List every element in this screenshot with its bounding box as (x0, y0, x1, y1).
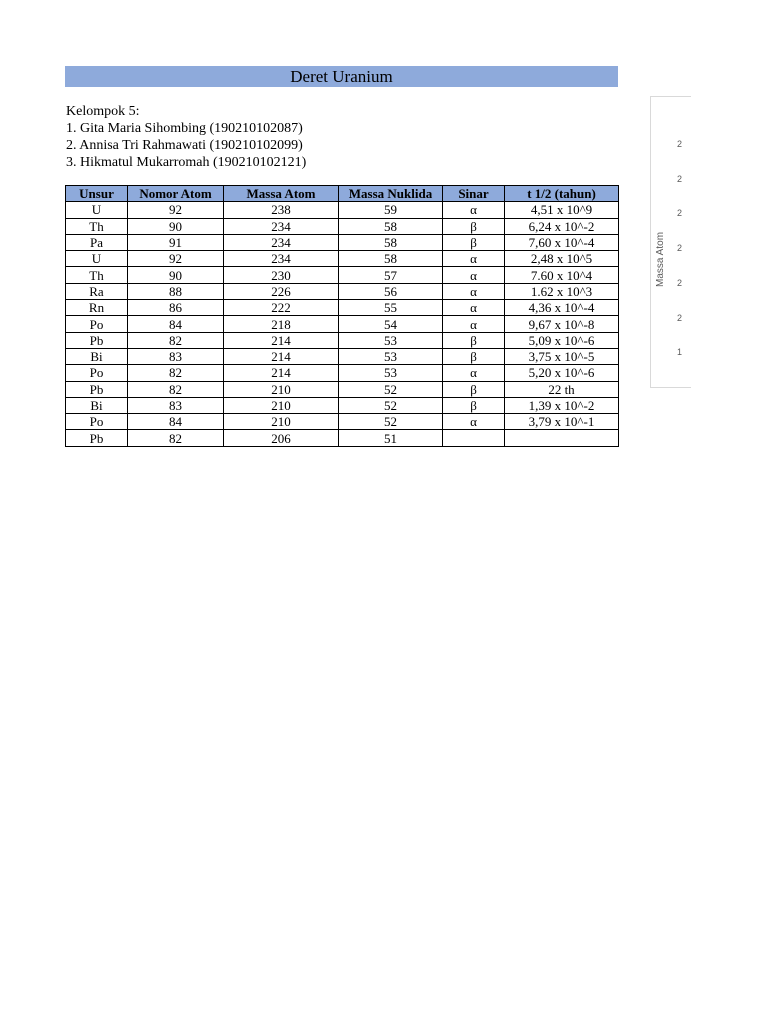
table-cell: β (443, 348, 505, 364)
table-cell: Pb (66, 381, 128, 397)
table-cell: 214 (224, 365, 339, 381)
table-cell: α (443, 283, 505, 299)
table-cell: 53 (339, 365, 443, 381)
table-cell: 210 (224, 414, 339, 430)
table-cell: Th (66, 218, 128, 234)
table-cell: 3,75 x 10^-5 (505, 348, 619, 364)
table-cell: U (66, 202, 128, 218)
page-title: Deret Uranium (65, 66, 618, 87)
table-cell: α (443, 202, 505, 218)
table-cell: Rn (66, 300, 128, 316)
table-cell: Pa (66, 234, 128, 250)
table-cell: Bi (66, 397, 128, 413)
table-cell: 52 (339, 381, 443, 397)
table-cell: 9,67 x 10^-8 (505, 316, 619, 332)
table-row (66, 397, 619, 413)
table-cell: 82 (128, 332, 224, 348)
table-row (66, 381, 619, 397)
table-cell: 52 (339, 397, 443, 413)
table-row (66, 218, 619, 234)
table-cell: 22 th (505, 381, 619, 397)
table-row (66, 267, 619, 283)
table-cell: 53 (339, 332, 443, 348)
table-cell: 7,60 x 10^-4 (505, 234, 619, 250)
table-cell: 1.62 x 10^3 (505, 283, 619, 299)
chart-fragment (650, 96, 691, 388)
table-cell: α (443, 300, 505, 316)
table-cell: 88 (128, 283, 224, 299)
table-cell: α (443, 251, 505, 267)
table-cell: 83 (128, 397, 224, 413)
table-cell: 226 (224, 283, 339, 299)
table-row (66, 332, 619, 348)
table-cell: 84 (128, 414, 224, 430)
table-cell: β (443, 381, 505, 397)
table-row (66, 202, 619, 218)
table-row (66, 414, 619, 430)
table-cell: β (443, 397, 505, 413)
table-cell: 84 (128, 316, 224, 332)
column-header-sinar: Sinar (443, 186, 505, 202)
table-cell: 59 (339, 202, 443, 218)
table-cell: 54 (339, 316, 443, 332)
table-cell: Po (66, 414, 128, 430)
column-header-nomor-atom: Nomor Atom (128, 186, 224, 202)
table-cell: 234 (224, 218, 339, 234)
table-cell: α (443, 316, 505, 332)
group-member: 3. Hikmatul Mukarromah (190210102121) (66, 155, 307, 170)
table-row (66, 300, 619, 316)
table-cell (505, 430, 619, 446)
table-cell: 82 (128, 430, 224, 446)
table-cell: 234 (224, 234, 339, 250)
table-cell: 55 (339, 300, 443, 316)
table-cell: 90 (128, 218, 224, 234)
table-cell: 3,79 x 10^-1 (505, 414, 619, 430)
table-row (66, 234, 619, 250)
y-axis-label: Massa Atom (655, 231, 666, 287)
table-cell: 234 (224, 251, 339, 267)
y-axis-tick-label: 2 (677, 312, 683, 323)
table-cell: 82 (128, 365, 224, 381)
table-cell: 58 (339, 251, 443, 267)
table-cell: 92 (128, 251, 224, 267)
table-cell: 7.60 x 10^4 (505, 267, 619, 283)
table-cell: β (443, 332, 505, 348)
table-cell: Po (66, 365, 128, 381)
table-row (66, 348, 619, 364)
table-row (66, 251, 619, 267)
table-cell: 238 (224, 202, 339, 218)
table-cell: 206 (224, 430, 339, 446)
table-cell: 218 (224, 316, 339, 332)
table-cell: 86 (128, 300, 224, 316)
table-cell: 4,36 x 10^-4 (505, 300, 619, 316)
table-cell: 58 (339, 234, 443, 250)
y-axis-tick-label: 2 (677, 208, 683, 219)
group-member: 1. Gita Maria Sihombing (190210102087) (66, 121, 303, 136)
table-cell: 222 (224, 300, 339, 316)
table-row (66, 430, 619, 446)
y-axis-tick-label: 1 (677, 347, 683, 358)
table-body (66, 202, 619, 446)
table-cell (443, 430, 505, 446)
table-cell: 90 (128, 267, 224, 283)
table-row (66, 365, 619, 381)
table-header-row (66, 186, 619, 202)
table-cell: 91 (128, 234, 224, 250)
table-cell: 5,20 x 10^-6 (505, 365, 619, 381)
table-cell: 1,39 x 10^-2 (505, 397, 619, 413)
table-cell: Bi (66, 348, 128, 364)
table-cell: 51 (339, 430, 443, 446)
table-cell: Po (66, 316, 128, 332)
table-cell: 2,48 x 10^5 (505, 251, 619, 267)
table-cell: α (443, 267, 505, 283)
table-cell: Pb (66, 430, 128, 446)
table-cell: 58 (339, 218, 443, 234)
column-header-half-life: t 1/2 (tahun) (505, 186, 619, 202)
table-row (66, 316, 619, 332)
table-cell: α (443, 365, 505, 381)
table-cell: β (443, 218, 505, 234)
group-member: 2. Annisa Tri Rahmawati (190210102099) (66, 138, 303, 153)
group-info (66, 103, 306, 171)
table-cell: 214 (224, 332, 339, 348)
table-cell: 4,51 x 10^9 (505, 202, 619, 218)
table-cell: 214 (224, 348, 339, 364)
table-cell: 56 (339, 283, 443, 299)
y-axis-tick-label: 2 (677, 139, 683, 149)
table-cell: 53 (339, 348, 443, 364)
column-header-massa-atom: Massa Atom (224, 186, 339, 202)
uranium-series-table (65, 185, 619, 447)
table-cell: 230 (224, 267, 339, 283)
table-cell: 52 (339, 414, 443, 430)
table-cell: Pb (66, 332, 128, 348)
column-header-unsur: Unsur (66, 186, 128, 202)
table-cell: Ra (66, 283, 128, 299)
y-axis-tick-label: 2 (677, 243, 683, 254)
table-cell: 92 (128, 202, 224, 218)
group-heading: Kelompok 5: (66, 104, 140, 119)
table-cell: 6,24 x 10^-2 (505, 218, 619, 234)
table-cell: α (443, 414, 505, 430)
table-cell: 210 (224, 381, 339, 397)
table-cell: 5,09 x 10^-6 (505, 332, 619, 348)
table-row (66, 283, 619, 299)
column-header-massa-nuklida: Massa Nuklida (339, 186, 443, 202)
table-cell: β (443, 234, 505, 250)
y-axis-tick-label: 2 (677, 277, 683, 288)
table-cell: 210 (224, 397, 339, 413)
y-axis-tick-label: 2 (677, 173, 683, 184)
table-cell: 82 (128, 381, 224, 397)
table-cell: 57 (339, 267, 443, 283)
table-cell: Th (66, 267, 128, 283)
table-cell: U (66, 251, 128, 267)
table-cell: 83 (128, 348, 224, 364)
